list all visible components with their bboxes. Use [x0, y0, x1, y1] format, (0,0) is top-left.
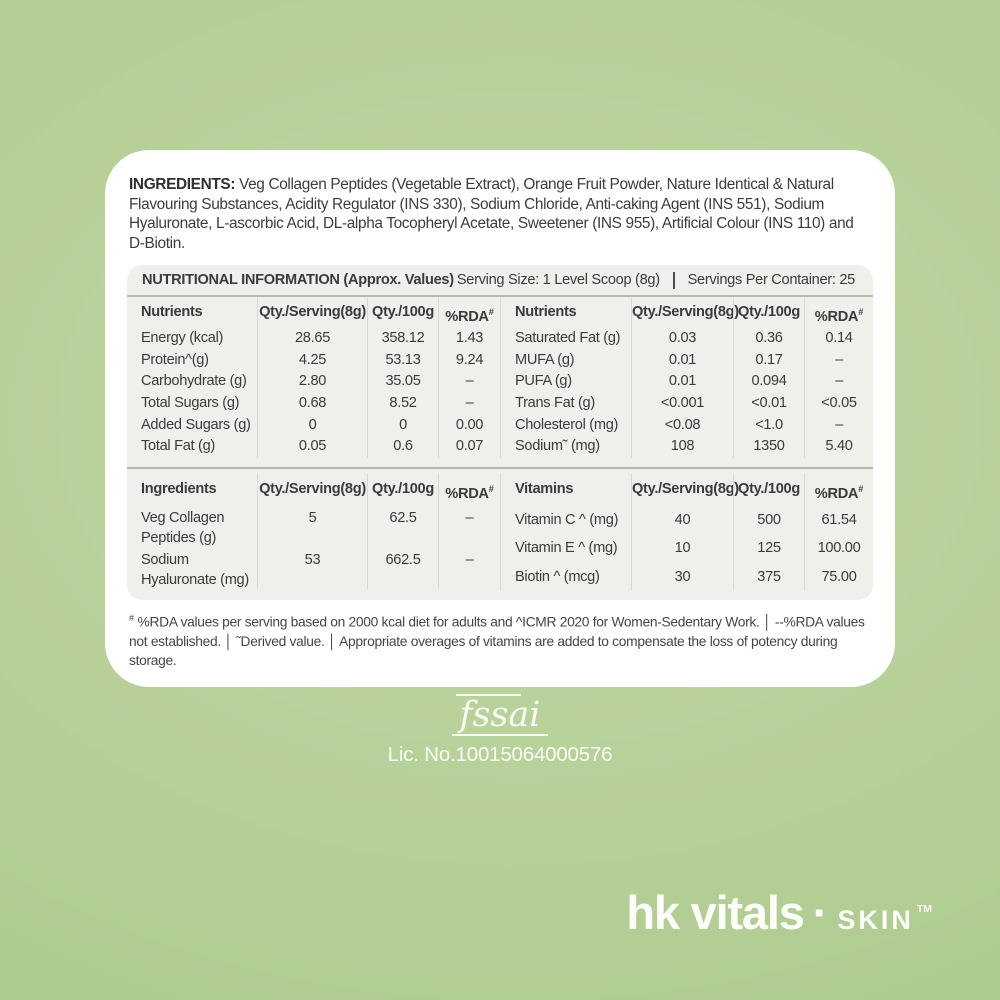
cell-rda: – [438, 371, 500, 393]
cell-qty-serving: 30 [631, 563, 733, 591]
cell-qty-100g: 0.6 [367, 436, 438, 458]
cell-qty-serving: 10 [631, 534, 733, 562]
cell-qty-100g: 500 [733, 506, 804, 534]
cell-qty-serving: 108 [631, 436, 733, 458]
cell-qty-100g: 0.094 [733, 371, 804, 393]
cell-qty-serving: 40 [631, 506, 733, 534]
brand-logo [626, 886, 932, 939]
rda-superscript: # [488, 484, 494, 494]
nutrients-table-right [500, 297, 873, 458]
cell-qty-100g: 62.5 [367, 506, 438, 548]
nutrition-table-header-strip [127, 265, 873, 297]
fssai-logo: fssai [452, 694, 549, 736]
cell-rda: – [438, 548, 500, 590]
trademark-symbol: TM [916, 903, 932, 915]
cell-qty-100g: 375 [733, 563, 804, 591]
ingredients-table [127, 473, 500, 591]
cell-label: Carbohydrate (g) [141, 373, 247, 390]
cell-qty-100g: 8.52 [367, 393, 438, 415]
cell-rda: 0.14 [804, 328, 873, 350]
main-nutrients-section [127, 297, 873, 467]
cell-qty-serving: 2.80 [257, 371, 367, 393]
cell-label: Vitamin E ^ (mg) [500, 534, 631, 562]
cell-qty-100g: 1350 [733, 436, 804, 458]
cell-rda: – [438, 393, 500, 415]
cell-qty-serving: 5 [257, 506, 367, 548]
cell-label: Total Fat (g) [141, 438, 215, 455]
separator-bar [673, 272, 675, 289]
col-header-rda: %RDA# [438, 473, 500, 506]
cell-rda: 1.43 [438, 328, 500, 350]
nutrients-table-left [127, 297, 500, 458]
col-header-ingredients: Ingredients [141, 481, 217, 497]
cell-qty-100g: <0.01 [733, 393, 804, 415]
cell-label: Protein^(g) [141, 351, 209, 368]
col-header-nutrients: Nutrients [141, 303, 203, 320]
footnote-text: %RDA values per serving based on 2000 kcal diet for adults and ^ICMR 2020 for Women-Sedentary Work. │ --%RDA values not established. │ ˜Derived value. │ Appropriate overages of vitamins are added to compensate the loss of potency during storage. [129, 614, 865, 669]
col-header-qty-serving: Qty./Serving(8g) [257, 297, 367, 328]
rda-superscript: # [488, 306, 494, 317]
cell-qty-100g: 0.36 [733, 328, 804, 350]
cell-label: Veg Collagen Peptides (g) [141, 510, 225, 547]
cell-label: Sodium˜ (mg) [500, 436, 631, 458]
col-header-qty-100g: Qty./100g [733, 473, 804, 506]
cell-rda: 0.07 [438, 436, 500, 458]
serving-info [457, 272, 855, 289]
col-header-qty-100g: Qty./100g [367, 473, 438, 506]
footnote-marker: # [129, 613, 135, 624]
label-card [105, 150, 895, 687]
cell-qty-serving: 0.01 [631, 350, 733, 372]
cell-qty-100g: <1.0 [733, 415, 804, 437]
ingredients-label: INGREDIENTS: [129, 176, 236, 193]
serving-size: Serving Size: 1 Level Scoop (8g) [456, 272, 660, 289]
cell-qty-serving: 0.68 [257, 393, 367, 415]
cell-qty-100g: 662.5 [367, 548, 438, 590]
brand-separator-dot: · [812, 886, 829, 939]
cell-qty-100g: 125 [733, 534, 804, 562]
ingredients-text: Veg Collagen Peptides (Vegetable Extract), Orange Fruit Powder, Nature Identical & Natural Flavouring Substances, Acidity Regulator (INS 330), Sodium Chloride, Anti-caking Agent (INS 551), Sodium Hyaluronate, L-ascorbic Acid, DL-alpha Tocopheryl Acetate, Sweetener (INS 955), Artificial Colour (INS 110) and D-Biotin. [129, 176, 854, 253]
cell-qty-serving: 28.65 [257, 328, 367, 350]
cell-qty-100g: 0.17 [733, 350, 804, 372]
cell-rda: 61.54 [804, 506, 873, 534]
cell-qty-100g: 35.05 [367, 371, 438, 393]
cell-qty-serving: 53 [257, 548, 367, 590]
cell-label: Added Sugars (g) [141, 416, 251, 433]
cell-label: Cholesterol (mg) [500, 415, 631, 437]
cell-label: Biotin ^ (mcg) [500, 563, 631, 591]
certification-block [0, 694, 1000, 767]
cell-qty-serving: 4.25 [257, 350, 367, 372]
cell-rda: – [804, 415, 873, 437]
col-header-qty-serving: Qty./Serving(8g) [631, 473, 733, 506]
cell-qty-serving: <0.001 [631, 393, 733, 415]
cell-label: PUFA (g) [500, 371, 631, 393]
cell-rda: – [804, 350, 873, 372]
rda-superscript: # [858, 484, 864, 494]
servings-per-container: Servings Per Container: 25 [687, 272, 855, 289]
ingredients-vitamins-section [127, 469, 873, 600]
cell-qty-100g: 358.12 [367, 328, 438, 350]
cell-qty-serving: 0 [257, 415, 367, 437]
cell-label: Energy (kcal) [141, 329, 224, 346]
nutrition-table [127, 265, 873, 600]
vitamins-table [500, 473, 873, 591]
cell-label: Total Sugars (g) [141, 394, 240, 411]
footnote [129, 612, 871, 671]
cell-label: Trans Fat (g) [500, 393, 631, 415]
col-header-rda: %RDA# [804, 297, 873, 328]
nutrition-title: NUTRITIONAL INFORMATION (Approx. Values) [142, 272, 454, 289]
brand-name: hk vitals [626, 886, 804, 939]
col-header-nutrients: Nutrients [500, 297, 631, 328]
rda-superscript: # [858, 306, 864, 317]
cell-qty-serving: 0.01 [631, 371, 733, 393]
col-header-qty-100g: Qty./100g [367, 297, 438, 328]
cell-qty-serving: 0.03 [631, 328, 733, 350]
col-header-vitamins: Vitamins [500, 473, 631, 506]
cell-qty-100g: 53.13 [367, 350, 438, 372]
cell-rda: 100.00 [804, 534, 873, 562]
ingredients-paragraph [129, 175, 871, 254]
col-header-rda: %RDA# [804, 473, 873, 506]
brand-sub-line: SKIN [837, 905, 914, 935]
cell-qty-100g: 0 [367, 415, 438, 437]
cell-rda: 9.24 [438, 350, 500, 372]
cell-rda: 5.40 [804, 436, 873, 458]
col-header-qty-serving: Qty./Serving(8g) [257, 473, 367, 506]
cell-rda: – [804, 371, 873, 393]
cell-qty-serving: <0.08 [631, 415, 733, 437]
col-header-qty-serving: Qty./Serving(8g) [631, 297, 733, 328]
cell-label: Vitamin C ^ (mg) [500, 506, 631, 534]
cell-qty-serving: 0.05 [257, 436, 367, 458]
cell-rda: <0.05 [804, 393, 873, 415]
col-header-qty-100g: Qty./100g [733, 297, 804, 328]
cell-label: Sodium Hyaluronate (mg) [141, 551, 249, 588]
cell-rda: 75.00 [804, 563, 873, 591]
cell-rda: – [438, 506, 500, 548]
cell-label: Saturated Fat (g) [500, 328, 631, 350]
cell-rda: 0.00 [438, 415, 500, 437]
fssai-license-number: Lic. No.10015064000576 [387, 742, 613, 766]
cell-label: MUFA (g) [500, 350, 631, 372]
col-header-rda: %RDA# [438, 297, 500, 328]
